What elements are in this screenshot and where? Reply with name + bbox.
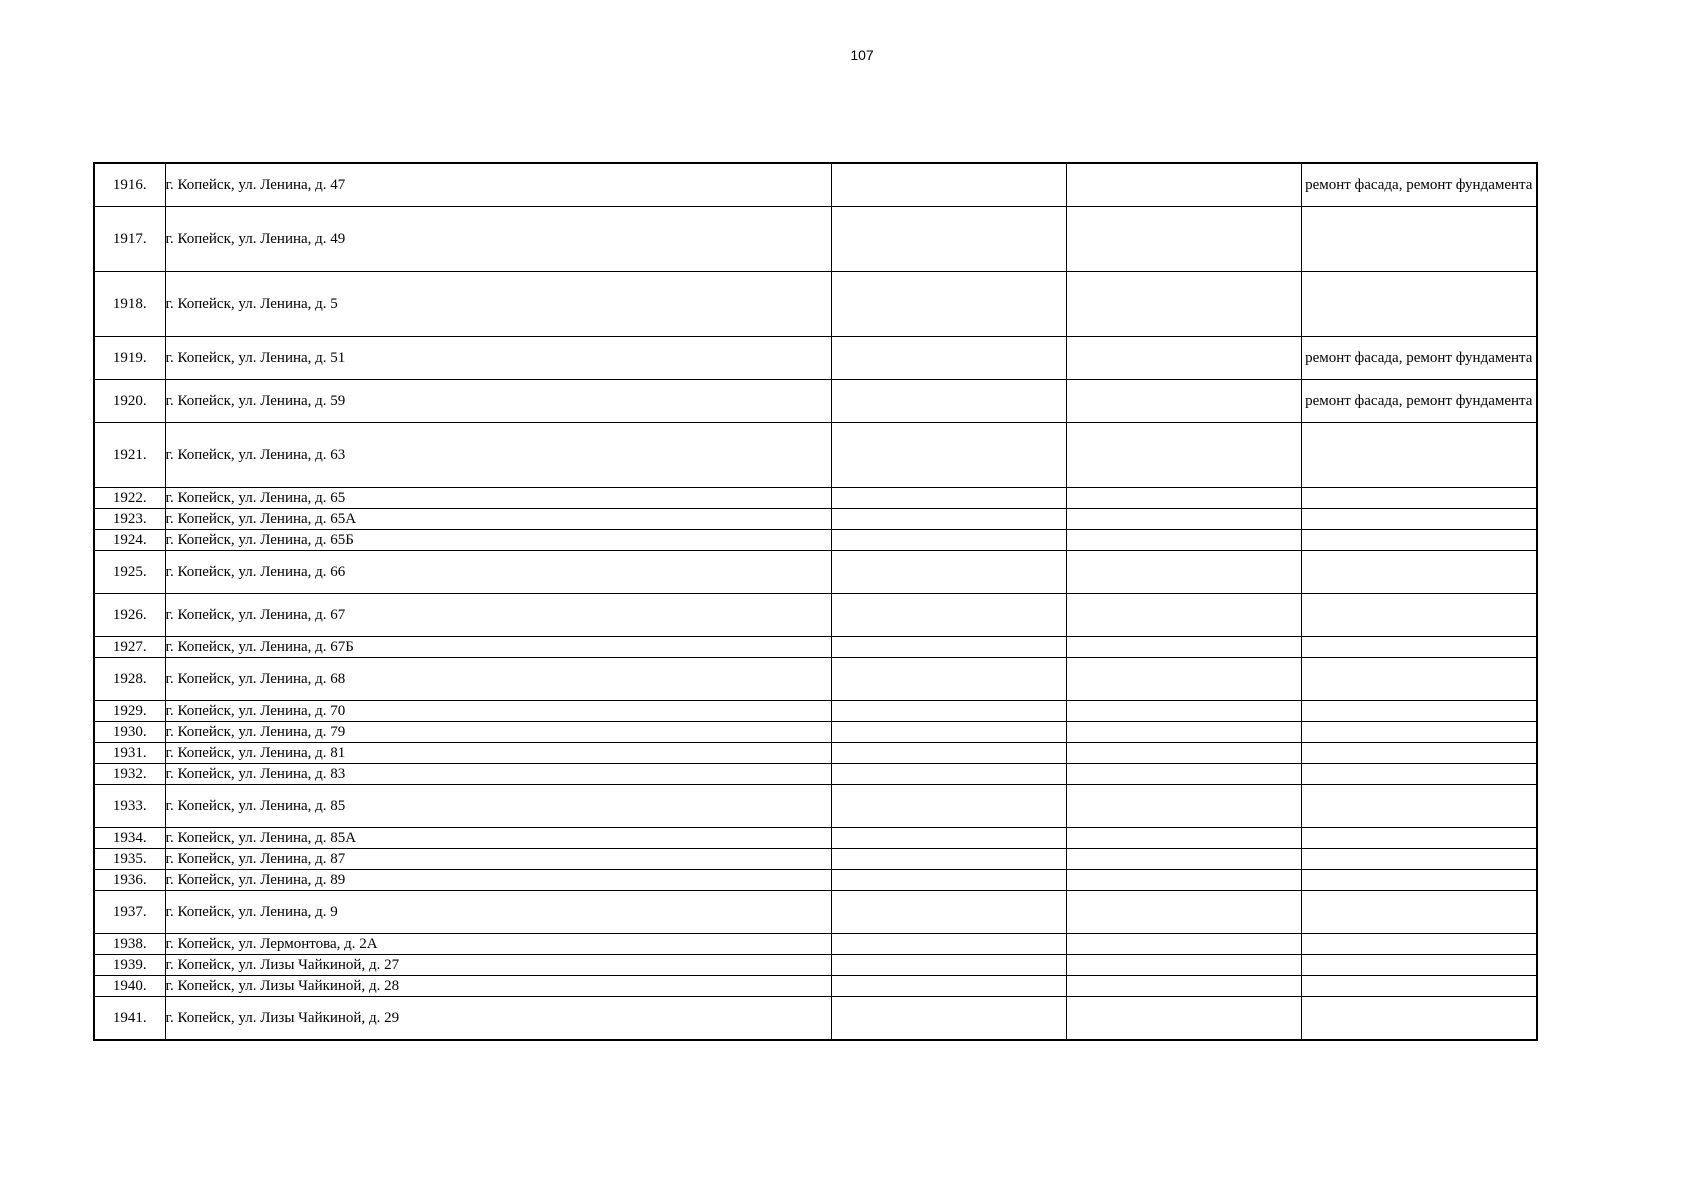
row-col3 [831,380,1066,423]
row-address: г. Копейск, ул. Лизы Чайкиной, д. 29 [165,997,831,1041]
row-works [1301,701,1537,722]
row-col3 [831,743,1066,764]
table-row [94,828,1537,849]
row-works [1301,976,1537,997]
row-works [1301,849,1537,870]
row-col4 [1066,764,1301,785]
row-works [1301,764,1537,785]
row-works [1301,594,1537,637]
row-col4 [1066,509,1301,530]
row-col4 [1066,828,1301,849]
row-address: г. Копейск, ул. Ленина, д. 70 [165,701,831,722]
row-address: г. Копейск, ул. Ленина, д. 79 [165,722,831,743]
row-col4 [1066,337,1301,380]
table-row [94,272,1537,337]
row-address: г. Копейск, ул. Ленина, д. 81 [165,743,831,764]
row-works [1301,423,1537,488]
row-number: 1918. [94,272,165,337]
row-works [1301,722,1537,743]
row-col3 [831,272,1066,337]
row-works: ремонт фасада, ремонт фундамента [1301,337,1537,380]
row-col4 [1066,551,1301,594]
row-col4 [1066,743,1301,764]
row-works [1301,488,1537,509]
table-row [94,551,1537,594]
row-works: ремонт фасада, ремонт фундамента [1301,163,1537,207]
row-number: 1932. [94,764,165,785]
row-col3 [831,701,1066,722]
row-col3 [831,637,1066,658]
row-number: 1929. [94,701,165,722]
row-number: 1928. [94,658,165,701]
table-row [94,488,1537,509]
row-address: г. Копейск, ул. Ленина, д. 63 [165,423,831,488]
row-works [1301,658,1537,701]
row-col3 [831,551,1066,594]
page-number: 107 [850,47,874,63]
row-col3 [831,870,1066,891]
row-address: г. Копейск, ул. Ленина, д. 59 [165,380,831,423]
table-row [94,380,1537,423]
table-row [94,743,1537,764]
row-works [1301,207,1537,272]
row-address: г. Копейск, ул. Ленина, д. 85А [165,828,831,849]
row-address: г. Копейск, ул. Лизы Чайкиной, д. 27 [165,955,831,976]
row-col3 [831,976,1066,997]
row-col4 [1066,976,1301,997]
row-col3 [831,722,1066,743]
row-col4 [1066,530,1301,551]
row-col3 [831,997,1066,1041]
row-col4 [1066,934,1301,955]
row-col4 [1066,891,1301,934]
row-number: 1921. [94,423,165,488]
row-number: 1922. [94,488,165,509]
address-table [93,162,1538,1041]
row-works [1301,551,1537,594]
row-col3 [831,337,1066,380]
row-col3 [831,530,1066,551]
row-number: 1937. [94,891,165,934]
row-col4 [1066,701,1301,722]
row-number: 1939. [94,955,165,976]
row-works [1301,891,1537,934]
row-number: 1927. [94,637,165,658]
row-address: г. Копейск, ул. Ленина, д. 51 [165,337,831,380]
row-col4 [1066,658,1301,701]
table-row [94,891,1537,934]
table-row [94,849,1537,870]
row-number: 1925. [94,551,165,594]
row-number: 1938. [94,934,165,955]
row-col4 [1066,423,1301,488]
table-row [94,637,1537,658]
row-col4 [1066,380,1301,423]
row-col3 [831,163,1066,207]
table-row [94,870,1537,891]
table-row [94,785,1537,828]
table-row [94,976,1537,997]
row-address: г. Копейск, ул. Ленина, д. 47 [165,163,831,207]
row-number: 1941. [94,997,165,1041]
row-address: г. Копейск, ул. Ленина, д. 65 [165,488,831,509]
row-number: 1924. [94,530,165,551]
row-number: 1923. [94,509,165,530]
row-col4 [1066,488,1301,509]
row-address: г. Копейск, ул. Ленина, д. 89 [165,870,831,891]
row-number: 1920. [94,380,165,423]
row-works [1301,785,1537,828]
row-col3 [831,891,1066,934]
row-address: г. Копейск, ул. Ленина, д. 65Б [165,530,831,551]
row-number: 1934. [94,828,165,849]
row-col3 [831,785,1066,828]
row-works: ремонт фасада, ремонт фундамента [1301,380,1537,423]
row-number: 1940. [94,976,165,997]
row-col4 [1066,870,1301,891]
table-row [94,509,1537,530]
row-number: 1926. [94,594,165,637]
table-row [94,701,1537,722]
row-works [1301,828,1537,849]
table-row [94,530,1537,551]
row-number: 1931. [94,743,165,764]
row-works [1301,272,1537,337]
row-col4 [1066,722,1301,743]
table-row [94,997,1537,1041]
row-col4 [1066,272,1301,337]
row-address: г. Копейск, ул. Ленина, д. 85 [165,785,831,828]
row-col4 [1066,594,1301,637]
row-col4 [1066,785,1301,828]
row-works [1301,870,1537,891]
row-number: 1917. [94,207,165,272]
row-col4 [1066,207,1301,272]
table-row [94,934,1537,955]
row-address: г. Копейск, ул. Лизы Чайкиной, д. 28 [165,976,831,997]
row-col3 [831,828,1066,849]
row-number: 1936. [94,870,165,891]
row-address: г. Копейск, ул. Ленина, д. 83 [165,764,831,785]
row-address: г. Копейск, ул. Ленина, д. 49 [165,207,831,272]
row-works [1301,530,1537,551]
row-address: г. Копейск, ул. Ленина, д. 65А [165,509,831,530]
table-row [94,658,1537,701]
row-address: г. Копейск, ул. Ленина, д. 87 [165,849,831,870]
table-row [94,337,1537,380]
row-col3 [831,594,1066,637]
row-col3 [831,509,1066,530]
row-col3 [831,764,1066,785]
row-number: 1930. [94,722,165,743]
row-works [1301,509,1537,530]
row-col3 [831,955,1066,976]
row-col3 [831,207,1066,272]
table-row [94,594,1537,637]
row-col4 [1066,849,1301,870]
row-col3 [831,658,1066,701]
row-works [1301,743,1537,764]
row-address: г. Копейск, ул. Лермонтова, д. 2А [165,934,831,955]
row-col3 [831,423,1066,488]
table-row [94,207,1537,272]
row-address: г. Копейск, ул. Ленина, д. 5 [165,272,831,337]
row-number: 1916. [94,163,165,207]
row-address: г. Копейск, ул. Ленина, д. 66 [165,551,831,594]
row-address: г. Копейск, ул. Ленина, д. 9 [165,891,831,934]
row-col3 [831,934,1066,955]
row-col4 [1066,997,1301,1041]
row-works [1301,955,1537,976]
table-row [94,423,1537,488]
row-works [1301,934,1537,955]
row-works [1301,997,1537,1041]
row-col4 [1066,955,1301,976]
row-col4 [1066,637,1301,658]
table-row [94,764,1537,785]
row-address: г. Копейск, ул. Ленина, д. 67 [165,594,831,637]
row-address: г. Копейск, ул. Ленина, д. 67Б [165,637,831,658]
row-col3 [831,849,1066,870]
row-number: 1935. [94,849,165,870]
row-works [1301,637,1537,658]
row-address: г. Копейск, ул. Ленина, д. 68 [165,658,831,701]
table-row [94,955,1537,976]
row-number: 1933. [94,785,165,828]
row-col3 [831,488,1066,509]
row-col4 [1066,163,1301,207]
row-number: 1919. [94,337,165,380]
table-row [94,722,1537,743]
table-row [94,163,1537,207]
